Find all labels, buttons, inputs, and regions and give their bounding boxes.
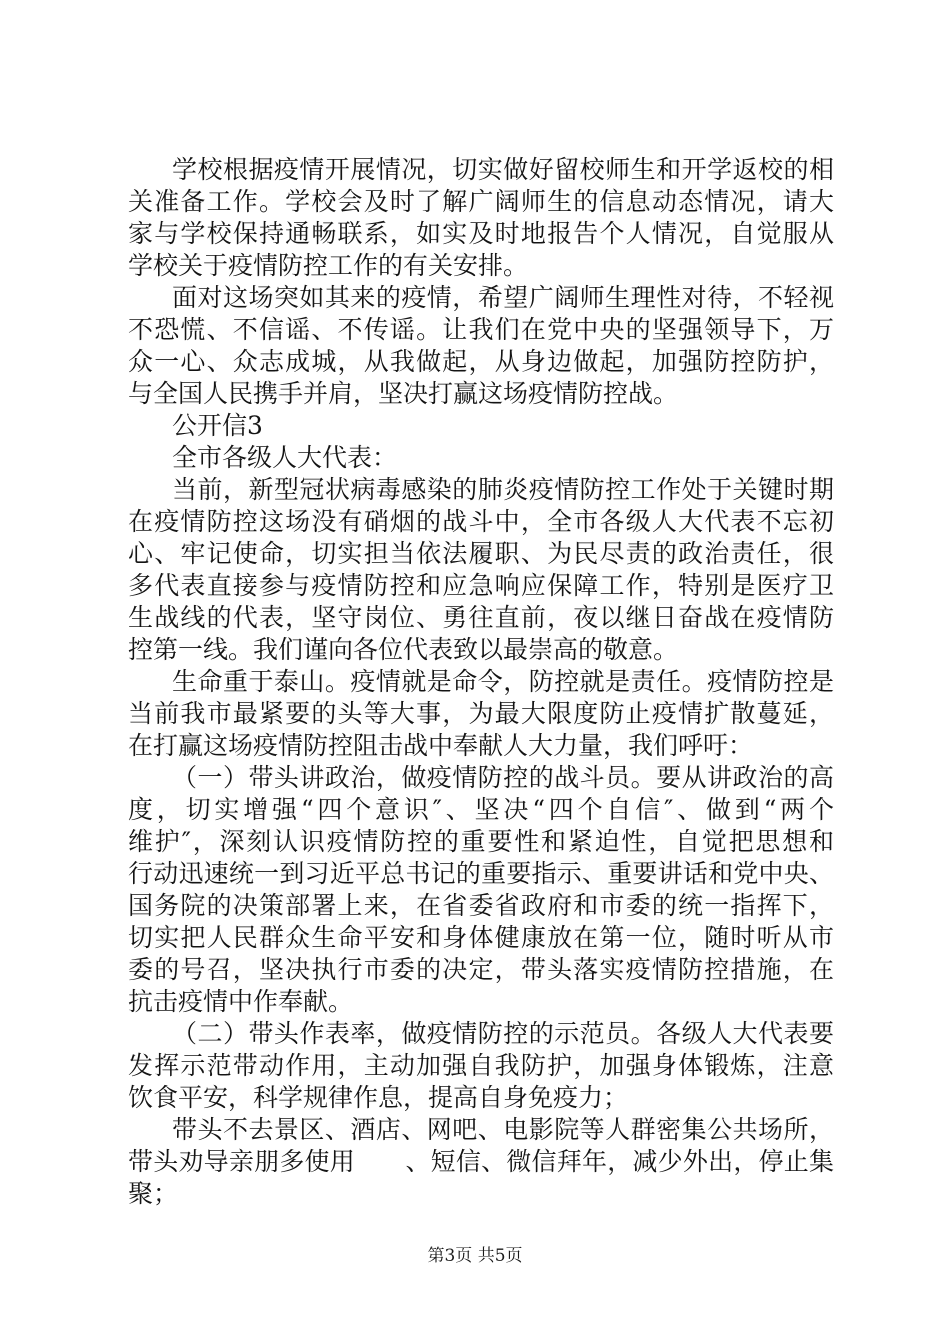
- text-line: 饮食平安，科学规律作息，提高自身免疫力；: [128, 1083, 629, 1112]
- text-line: 发挥示范带动作用，主动加强自我防护，加强身体锻炼，注意: [128, 1051, 834, 1080]
- text-line: 全市各级人大代表：: [172, 443, 398, 472]
- text-line: 带头不去景区、酒店、网吧、电影院等人群密集公共场所，: [172, 1115, 834, 1144]
- paragraph-call-to-action: [128, 666, 834, 762]
- text-line: 生命重于泰山。疫情就是命令，防控就是责任。疫情防控是: [172, 667, 834, 696]
- text-line: 不恐慌、不信谣、不传谣。让我们在党中央的坚强领导下，万: [128, 315, 834, 344]
- letter-title: [128, 410, 834, 442]
- text-line: 众一心、众志成城，从我做起，从身边做起，加强防控防护，: [128, 347, 834, 376]
- text-line: 学校关于疫情防控工作的有关安排。: [128, 251, 529, 280]
- text-line: 面对这场突如其来的疫情，希望广阔师生理性对待，不轻视: [172, 283, 834, 312]
- document-body: [128, 154, 834, 1210]
- text-line: 心、牢记使命，切实担当依法履职、为民尽责的政治责任，很: [128, 539, 834, 568]
- text-line: 抗击疫情中作奉献。: [128, 987, 354, 1016]
- text-line: 维护″，深刻认识疫情防控的重要性和紧迫性，自觉把思想和: [128, 827, 834, 856]
- text-line: 切实把人民群众生命平安和身体健康放在第一位，随时听从市: [128, 923, 834, 952]
- text-line: 生战线的代表，坚守岗位、勇往直前，夜以继日奋战在疫情防: [128, 603, 834, 632]
- page-number: 第3页 共5页: [427, 1246, 523, 1266]
- text-line: 与全国人民携手并肩，坚决打赢这场疫情防控战。: [128, 379, 679, 408]
- text-line: 当前，新型冠状病毒感染的肺炎疫情防控工作处于关键时期: [172, 475, 834, 504]
- text-line: 多代表直接参与疫情防控和应急响应保障工作，特别是医疗卫: [128, 571, 834, 600]
- text-line: 家与学校保持通畅联系，如实及时地报告个人情况，自觉服从: [128, 219, 834, 248]
- text-line: 委的号召，坚决执行市委的决定，带头落实疫情防控措施，在: [128, 955, 834, 984]
- text-line: （二）带头作表率，做疫情防控的示范员。各级人大代表要: [172, 1019, 834, 1048]
- paragraph-appeal-to-students: [128, 282, 834, 410]
- text-line: 聚；: [128, 1179, 179, 1208]
- text-line: 行动迅速统一到习近平总书记的重要指示、重要讲话和党中央、: [128, 859, 834, 888]
- text-line: 度，切实增强“四个意识″、坚决“四个自信″、做到“两个: [128, 795, 834, 824]
- paragraph-point-one: [128, 762, 834, 1018]
- text-line: 控第一线。我们谨向各位代表致以最崇高的敬意。: [128, 635, 679, 664]
- text-line: 在打赢这场疫情防控阻击战中奉献人大力量，我们呼吁：: [128, 731, 754, 760]
- salutation: [128, 442, 834, 474]
- paragraph-current-situation: [128, 474, 834, 666]
- text-line: 关准备工作。学校会及时了解广阔师生的信息动态情况，请大: [128, 187, 834, 216]
- paragraph-campus-preparation: [128, 154, 834, 282]
- text-line: 公开信3: [172, 411, 263, 440]
- paragraph-avoid-gatherings: [128, 1114, 834, 1210]
- text-line: 当前我市最紧要的头等大事，为最大限度防止疫情扩散蔓延，: [128, 699, 834, 728]
- text-line: 带头劝导亲朋多使用 、短信、微信拜年，减少外出，停止集: [128, 1147, 834, 1176]
- text-line: 在疫情防控这场没有硝烟的战斗中，全市各级人大代表不忘初: [128, 507, 834, 536]
- text-line: 国务院的决策部署上来，在省委省政府和市委的统一指挥下，: [128, 891, 834, 920]
- text-line: （一）带头讲政治，做疫情防控的战斗员。要从讲政治的高: [172, 763, 834, 792]
- text-line: 学校根据疫情开展情况，切实做好留校师生和开学返校的相: [172, 155, 834, 184]
- paragraph-point-two: [128, 1018, 834, 1114]
